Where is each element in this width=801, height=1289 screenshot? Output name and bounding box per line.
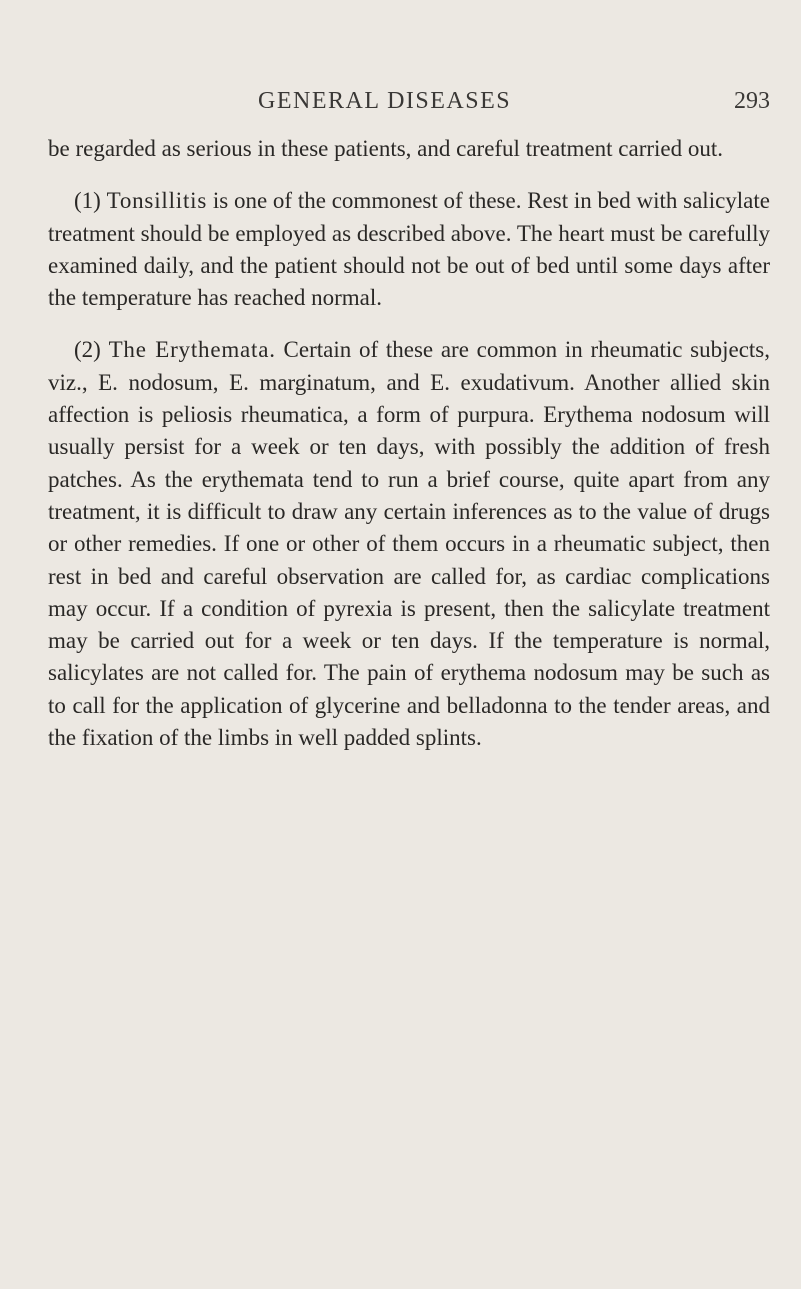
- running-head: GENERAL DISEASES: [258, 88, 512, 114]
- paragraph-continuation: [48, 133, 770, 165]
- body-text: [48, 133, 770, 754]
- section-heading-erythemata: The Erythemata.: [108, 337, 276, 363]
- paragraph-erythemata: [48, 334, 770, 754]
- paragraph-tonsillitis: [48, 185, 770, 314]
- paragraph-text: is one of the commonest of these. Rest in bed with salicylate treatment should be employed as described above. The heart must be carefully examined daily, and the patient should not be out of bed until some days after the temperature has reached normal.: [48, 188, 770, 311]
- paragraph-text: Certain of these are common in rheumatic subjects, viz., E. nodosum, E. marginatum, and E. exudativum. Another allied skin affection is peliosis rheumatica, a form of purpura. Erythema nodosum will usually persist for a week or ten days, with possibly the addition of fresh patches. As the erythemata tend to run a brief course, quite apart from any treatment, it is difficult to draw any certain inferences as to the value of drugs or other remedies. If one or other of them occurs in a rheumatic subject, then rest in bed and careful observation are called for, as cardiac complications may occur. If a condition of pyrexia is present, then the salicylate treatment may be carried out for a week or ten days. If the temperature is normal, salicylates are not called for. The pain of erythema nodosum may be such as to call for the application of glycerine and belladonna to the tender areas, and the fixation of the limbs in well padded splints.: [48, 337, 771, 751]
- paragraph-number: (2): [74, 337, 101, 363]
- section-heading-tonsillitis: Tonsillitis: [106, 188, 208, 214]
- paragraph-gap: [48, 165, 770, 185]
- paragraph-number: (1): [74, 188, 101, 214]
- paragraph-gap: [48, 314, 770, 334]
- paragraph-text: be regarded as serious in these patients, and careful treatment carried out.: [48, 136, 724, 161]
- page-number: 293: [734, 88, 770, 114]
- page-header: [48, 88, 770, 128]
